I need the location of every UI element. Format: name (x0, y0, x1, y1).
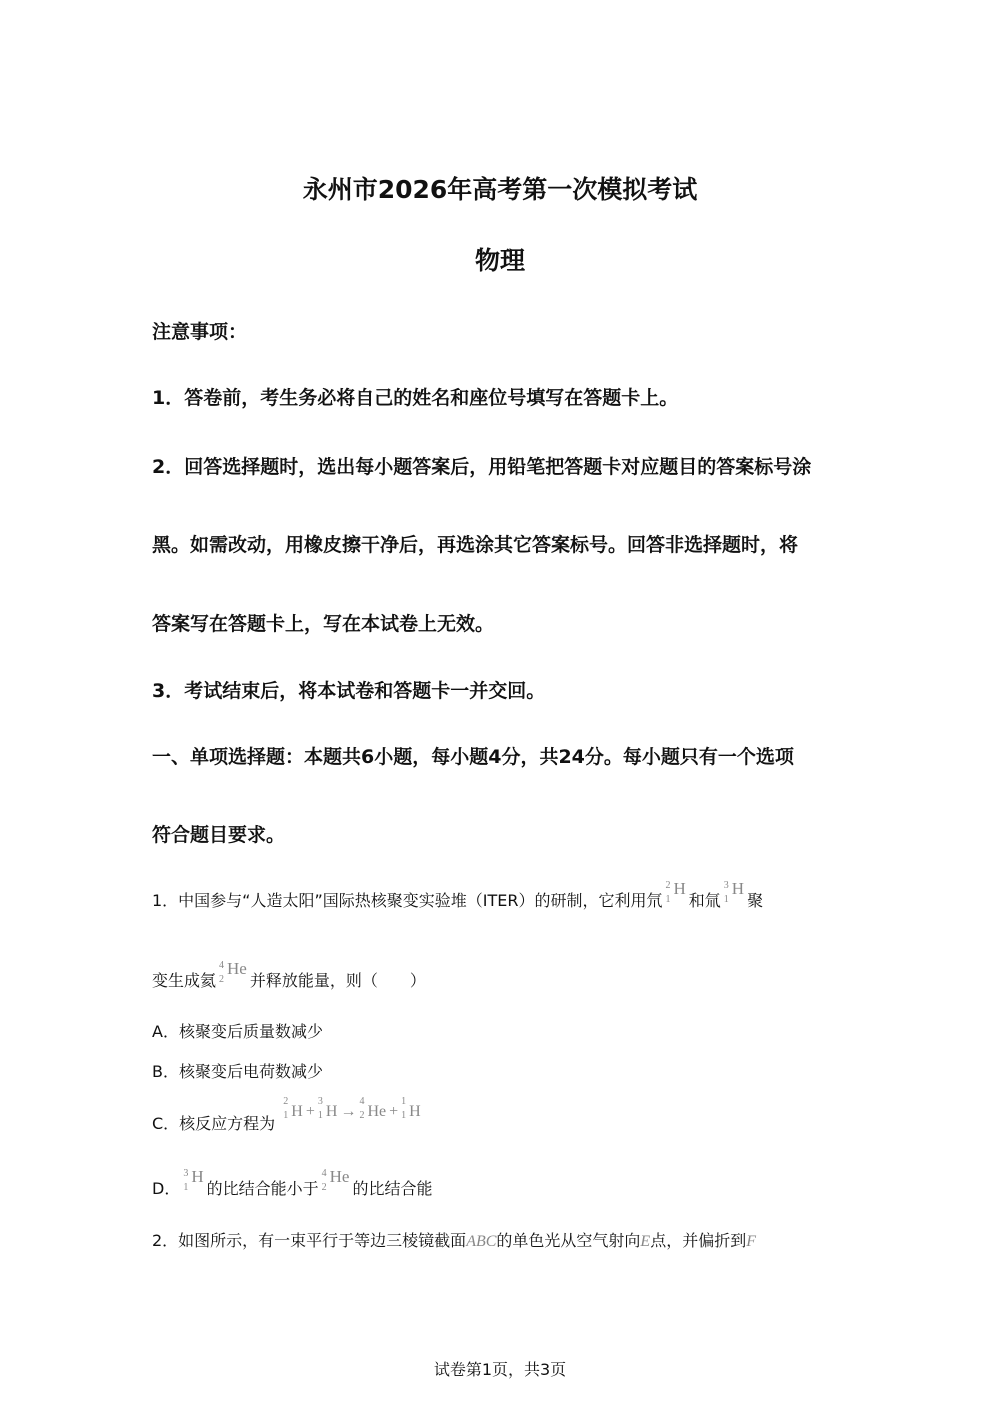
nuclide-deuterium: 2 1 H (665, 879, 686, 905)
option-d (152, 1167, 433, 1199)
question-2-line-1 (152, 1228, 756, 1251)
question-1-text-a: 1．中国参与“人造太阳”国际热核聚变实验堆（ITER）的研制，它利用氘 (152, 891, 663, 910)
nuclide-tritium-d: 3 1 H (183, 1167, 204, 1193)
nuclear-equation: 2 1 H + 3 1 H → 4 2 He + 1 1 H (283, 1096, 421, 1121)
option-d-end: 的比结合能 (352, 1179, 433, 1198)
question-2-text-b: 的单色光从空气射向 (496, 1231, 641, 1250)
question-1-line-1 (152, 879, 764, 911)
question-1-text-e: 并释放能量，则（ ） (249, 971, 426, 990)
option-b: B．核聚变后电荷数减少 (152, 1062, 323, 1081)
nuclide-helium-d: 4 2 He (321, 1167, 350, 1193)
notice-heading: 注意事项： (152, 321, 248, 343)
section-heading-line-2: 符合题目要求。 (152, 824, 286, 846)
question-2-text-a: 2．如图所示，有一束平行于等边三棱镜截面 (152, 1231, 467, 1250)
notice-item-2-line-2: 黑。如需改动，用橡皮擦干净后，再选涂其它答案标号。回答非选择题时，将 (152, 534, 799, 556)
notice-item-3: 3．考试结束后，将本试卷和答题卡一并交回。 (152, 680, 546, 702)
question-1-text-d: 变生成氦 (152, 971, 217, 990)
page-footer: 试卷第1页，共3页 (433, 1360, 567, 1379)
section-heading-line-1: 一、单项选择题：本题共6小题，每小题4分，共24分。每小题只有一个选项 (152, 746, 794, 768)
option-c (152, 1096, 424, 1134)
exam-title: 永州市2026年高考第一次模拟考试 (302, 175, 698, 204)
point-e-label: E (640, 1233, 651, 1250)
question-2-text-c: 点，并偏折到 (650, 1231, 747, 1250)
question-1-text-b: 和氚 (688, 891, 721, 910)
point-f-label: F (746, 1233, 756, 1250)
nuclide-helium: 4 2 He (219, 959, 247, 985)
question-1-text-c: 聚 (747, 891, 764, 910)
option-d-prefix: D． (152, 1179, 181, 1198)
nuclide-tritium: 3 1 H (723, 879, 745, 905)
option-c-text: C．核反应方程为 (152, 1114, 276, 1133)
option-d-mid: 的比结合能小于 (206, 1179, 319, 1198)
notice-item-2-line-3: 答案写在答题卡上，写在本试卷上无效。 (152, 613, 495, 635)
notice-item-2-line-1: 2．回答选择题时，选出每小题答案后，用铅笔把答题卡对应题目的答案标号涂 (152, 456, 812, 478)
subject-title: 物理 (474, 246, 525, 275)
question-1-line-2 (152, 959, 426, 991)
prism-label-abc: ABC (466, 1233, 497, 1250)
option-a: A．核聚变后质量数减少 (152, 1022, 323, 1041)
notice-item-1: 1．答卷前，考生务必将自己的姓名和座位号填写在答题卡上。 (152, 387, 679, 409)
